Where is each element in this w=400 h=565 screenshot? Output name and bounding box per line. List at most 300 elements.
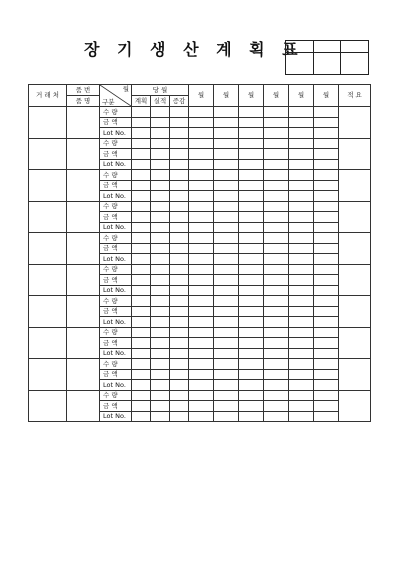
value-cell (189, 201, 214, 212)
value-cell (239, 138, 264, 149)
value-cell (170, 254, 189, 265)
value-cell (314, 128, 339, 139)
header-item-name: 품 명 (67, 96, 100, 107)
value-cell (170, 191, 189, 202)
item-cell (67, 170, 100, 202)
value-cell (289, 222, 314, 233)
header-category: 구분 (102, 97, 115, 106)
value-cell (239, 338, 264, 349)
value-cell (314, 317, 339, 328)
value-cell (214, 359, 239, 370)
value-cell (239, 401, 264, 412)
value-cell (170, 170, 189, 181)
header-month-col: 월 (239, 85, 264, 107)
value-cell (132, 170, 151, 181)
value-cell (264, 180, 289, 191)
value-cell (239, 170, 264, 181)
value-cell (264, 401, 289, 412)
value-cell (214, 296, 239, 307)
value-cell (264, 191, 289, 202)
customer-cell (29, 359, 67, 391)
value-cell (132, 159, 151, 170)
value-cell (289, 201, 314, 212)
value-cell (189, 138, 214, 149)
remarks-cell (339, 201, 371, 233)
row-label: 수 량 (100, 170, 132, 181)
value-cell (239, 327, 264, 338)
value-cell (314, 222, 339, 233)
value-cell (214, 390, 239, 401)
value-cell (151, 359, 170, 370)
value-cell (151, 296, 170, 307)
value-cell (289, 285, 314, 296)
header-remarks: 적 요 (339, 85, 371, 107)
value-cell (132, 128, 151, 139)
value-cell (151, 369, 170, 380)
row-label: Lot No. (100, 411, 132, 422)
row-label: Lot No. (100, 285, 132, 296)
value-cell (239, 296, 264, 307)
value-cell (214, 243, 239, 254)
value-cell (214, 264, 239, 275)
value-cell (314, 296, 339, 307)
value-cell (214, 285, 239, 296)
value-cell (214, 369, 239, 380)
value-cell (170, 359, 189, 370)
value-cell (264, 306, 289, 317)
value-cell (151, 348, 170, 359)
value-cell (214, 170, 239, 181)
value-cell (214, 149, 239, 160)
value-cell (289, 411, 314, 422)
value-cell (314, 212, 339, 223)
header-customer: 거 래 처 (29, 85, 67, 107)
value-cell (214, 233, 239, 244)
value-cell (289, 338, 314, 349)
value-cell (289, 212, 314, 223)
value-cell (151, 243, 170, 254)
value-cell (239, 128, 264, 139)
header-month-col: 월 (214, 85, 239, 107)
value-cell (151, 254, 170, 265)
value-cell (189, 327, 214, 338)
remarks-cell (339, 264, 371, 296)
remarks-cell (339, 327, 371, 359)
production-plan-table (28, 84, 371, 422)
value-cell (214, 380, 239, 391)
plan-row (29, 138, 371, 149)
remarks-cell (339, 296, 371, 328)
value-cell (214, 138, 239, 149)
row-label: Lot No. (100, 222, 132, 233)
value-cell (314, 327, 339, 338)
value-cell (170, 348, 189, 359)
row-label: Lot No. (100, 317, 132, 328)
header-month-col: 월 (264, 85, 289, 107)
value-cell (189, 285, 214, 296)
value-cell (189, 348, 214, 359)
row-label: 수 량 (100, 390, 132, 401)
value-cell (264, 233, 289, 244)
value-cell (189, 191, 214, 202)
value-cell (264, 243, 289, 254)
value-cell (214, 348, 239, 359)
value-cell (289, 369, 314, 380)
value-cell (314, 191, 339, 202)
value-cell (189, 275, 214, 286)
value-cell (189, 243, 214, 254)
value-cell (132, 338, 151, 349)
value-cell (314, 149, 339, 160)
value-cell (239, 159, 264, 170)
value-cell (214, 222, 239, 233)
value-cell (170, 369, 189, 380)
value-cell (289, 275, 314, 286)
value-cell (264, 338, 289, 349)
approval-box-header (286, 41, 314, 53)
value-cell (264, 128, 289, 139)
value-cell (289, 243, 314, 254)
value-cell (189, 180, 214, 191)
value-cell (170, 401, 189, 412)
value-cell (239, 317, 264, 328)
row-label: 금 액 (100, 149, 132, 160)
value-cell (214, 117, 239, 128)
value-cell (314, 401, 339, 412)
value-cell (132, 138, 151, 149)
value-cell (170, 338, 189, 349)
value-cell (189, 254, 214, 265)
value-cell (189, 359, 214, 370)
row-label: 금 액 (100, 243, 132, 254)
row-label: 수 량 (100, 107, 132, 118)
value-cell (314, 170, 339, 181)
value-cell (239, 285, 264, 296)
value-cell (214, 254, 239, 265)
value-cell (132, 369, 151, 380)
value-cell (264, 317, 289, 328)
plan-row (29, 233, 371, 244)
value-cell (151, 264, 170, 275)
value-cell (314, 201, 339, 212)
plan-row (29, 201, 371, 212)
value-cell (239, 380, 264, 391)
value-cell (314, 380, 339, 391)
value-cell (289, 170, 314, 181)
value-cell (214, 327, 239, 338)
value-cell (151, 159, 170, 170)
value-cell (151, 107, 170, 118)
value-cell (264, 107, 289, 118)
value-cell (264, 285, 289, 296)
row-label: Lot No. (100, 191, 132, 202)
item-cell (67, 233, 100, 265)
value-cell (264, 149, 289, 160)
value-cell (264, 327, 289, 338)
value-cell (289, 254, 314, 265)
value-cell (189, 149, 214, 160)
value-cell (151, 191, 170, 202)
value-cell (289, 117, 314, 128)
value-cell (132, 149, 151, 160)
value-cell (170, 380, 189, 391)
value-cell (239, 201, 264, 212)
remarks-cell (339, 390, 371, 422)
row-label: 수 량 (100, 359, 132, 370)
value-cell (151, 411, 170, 422)
value-cell (170, 128, 189, 139)
value-cell (264, 170, 289, 181)
value-cell (151, 275, 170, 286)
value-cell (151, 317, 170, 328)
value-cell (151, 338, 170, 349)
value-cell (314, 180, 339, 191)
value-cell (189, 117, 214, 128)
value-cell (151, 201, 170, 212)
value-cell (214, 191, 239, 202)
value-cell (132, 117, 151, 128)
row-label: Lot No. (100, 348, 132, 359)
row-label: Lot No. (100, 128, 132, 139)
customer-cell (29, 327, 67, 359)
value-cell (132, 285, 151, 296)
header-month-col: 월 (189, 85, 214, 107)
value-cell (314, 369, 339, 380)
value-cell (239, 359, 264, 370)
value-cell (151, 212, 170, 223)
value-cell (151, 390, 170, 401)
value-cell (214, 401, 239, 412)
value-cell (189, 264, 214, 275)
item-cell (67, 264, 100, 296)
value-cell (151, 170, 170, 181)
value-cell (132, 317, 151, 328)
value-cell (151, 117, 170, 128)
value-cell (132, 254, 151, 265)
value-cell (170, 180, 189, 191)
customer-cell (29, 233, 67, 265)
approval-box-header (313, 41, 341, 53)
value-cell (189, 212, 214, 223)
value-cell (239, 306, 264, 317)
value-cell (239, 222, 264, 233)
value-cell (214, 275, 239, 286)
value-cell (170, 201, 189, 212)
value-cell (151, 149, 170, 160)
value-cell (289, 149, 314, 160)
value-cell (170, 264, 189, 275)
value-cell (239, 149, 264, 160)
plan-row (29, 170, 371, 181)
value-cell (214, 201, 239, 212)
item-cell (67, 296, 100, 328)
value-cell (314, 159, 339, 170)
value-cell (170, 306, 189, 317)
value-cell (132, 327, 151, 338)
value-cell (170, 159, 189, 170)
row-label: 수 량 (100, 233, 132, 244)
value-cell (314, 243, 339, 254)
value-cell (189, 317, 214, 328)
plan-row (29, 390, 371, 401)
value-cell (314, 275, 339, 286)
value-cell (189, 296, 214, 307)
value-cell (170, 243, 189, 254)
value-cell (214, 317, 239, 328)
value-cell (189, 401, 214, 412)
row-label: 수 량 (100, 201, 132, 212)
value-cell (132, 243, 151, 254)
row-label: Lot No. (100, 159, 132, 170)
value-cell (151, 222, 170, 233)
customer-cell (29, 264, 67, 296)
header-month-col: 월 (314, 85, 339, 107)
value-cell (289, 348, 314, 359)
value-cell (189, 170, 214, 181)
value-cell (132, 401, 151, 412)
value-cell (314, 359, 339, 370)
value-cell (289, 159, 314, 170)
value-cell (289, 191, 314, 202)
value-cell (214, 212, 239, 223)
row-label: 수 량 (100, 138, 132, 149)
row-label: 금 액 (100, 306, 132, 317)
value-cell (170, 275, 189, 286)
plan-row (29, 107, 371, 118)
value-cell (264, 275, 289, 286)
row-label: Lot No. (100, 254, 132, 265)
customer-cell (29, 296, 67, 328)
value-cell (170, 327, 189, 338)
header-month-category (100, 85, 132, 107)
value-cell (189, 128, 214, 139)
value-cell (151, 327, 170, 338)
value-cell (239, 390, 264, 401)
remarks-cell (339, 359, 371, 391)
value-cell (132, 275, 151, 286)
value-cell (132, 212, 151, 223)
row-label: Lot No. (100, 380, 132, 391)
row-label: 금 액 (100, 338, 132, 349)
value-cell (314, 348, 339, 359)
value-cell (289, 180, 314, 191)
value-cell (132, 180, 151, 191)
value-cell (314, 264, 339, 275)
value-cell (151, 138, 170, 149)
value-cell (170, 233, 189, 244)
value-cell (264, 380, 289, 391)
value-cell (314, 254, 339, 265)
value-cell (289, 233, 314, 244)
value-cell (239, 233, 264, 244)
customer-cell (29, 390, 67, 422)
value-cell (170, 212, 189, 223)
value-cell (189, 107, 214, 118)
value-cell (264, 254, 289, 265)
value-cell (314, 285, 339, 296)
value-cell (314, 411, 339, 422)
value-cell (239, 191, 264, 202)
value-cell (264, 212, 289, 223)
value-cell (189, 222, 214, 233)
value-cell (289, 264, 314, 275)
value-cell (170, 390, 189, 401)
value-cell (239, 117, 264, 128)
value-cell (289, 359, 314, 370)
row-label: 수 량 (100, 327, 132, 338)
approval-box-sign (286, 53, 314, 75)
value-cell (189, 390, 214, 401)
value-cell (314, 306, 339, 317)
value-cell (132, 380, 151, 391)
value-cell (170, 222, 189, 233)
value-cell (151, 401, 170, 412)
value-cell (151, 306, 170, 317)
value-cell (264, 222, 289, 233)
plan-row (29, 296, 371, 307)
row-label: 금 액 (100, 180, 132, 191)
value-cell (214, 338, 239, 349)
value-cell (170, 138, 189, 149)
value-cell (239, 348, 264, 359)
value-cell (289, 306, 314, 317)
approval-stamp-boxes (285, 40, 369, 75)
value-cell (239, 411, 264, 422)
value-cell (151, 285, 170, 296)
value-cell (314, 138, 339, 149)
value-cell (170, 117, 189, 128)
value-cell (132, 411, 151, 422)
value-cell (189, 380, 214, 391)
value-cell (314, 117, 339, 128)
value-cell (239, 243, 264, 254)
plan-row (29, 359, 371, 370)
value-cell (132, 201, 151, 212)
value-cell (264, 369, 289, 380)
plan-row (29, 327, 371, 338)
value-cell (132, 107, 151, 118)
value-cell (239, 254, 264, 265)
approval-box-header (341, 41, 369, 53)
value-cell (314, 338, 339, 349)
item-cell (67, 359, 100, 391)
customer-cell (29, 138, 67, 170)
value-cell (239, 180, 264, 191)
customer-cell (29, 201, 67, 233)
value-cell (214, 306, 239, 317)
value-cell (264, 348, 289, 359)
value-cell (289, 380, 314, 391)
approval-box-sign (341, 53, 369, 75)
value-cell (189, 233, 214, 244)
value-cell (314, 390, 339, 401)
value-cell (289, 107, 314, 118)
value-cell (214, 128, 239, 139)
row-label: 금 액 (100, 275, 132, 286)
value-cell (151, 380, 170, 391)
header-month-col: 월 (289, 85, 314, 107)
row-label: 금 액 (100, 369, 132, 380)
value-cell (239, 107, 264, 118)
plan-row (29, 264, 371, 275)
value-cell (289, 138, 314, 149)
value-cell (239, 275, 264, 286)
row-label: 금 액 (100, 212, 132, 223)
value-cell (264, 201, 289, 212)
value-cell (289, 296, 314, 307)
value-cell (170, 107, 189, 118)
value-cell (132, 233, 151, 244)
